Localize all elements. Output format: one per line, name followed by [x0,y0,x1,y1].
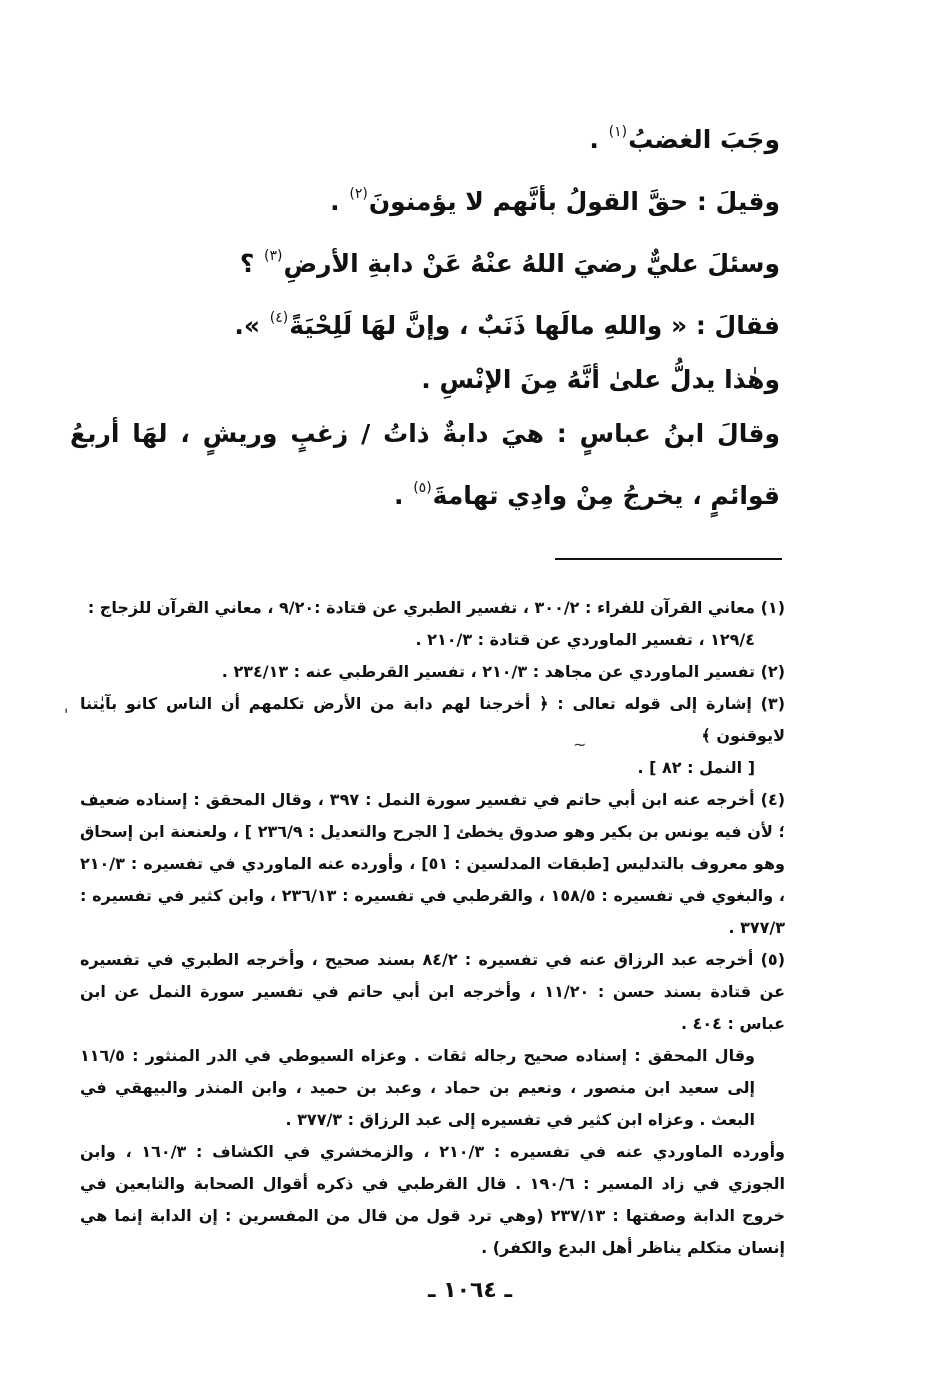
main-line-1: وجَبَ الغضبُ$^{(١)}$ . [589,124,780,154]
footnote-3-line-1: (٣) إشارة إلى قوله تعالى : ﴿ أخرجنا لهم دابة من الأرض تكلمهم أن الناس كانو بآيٰتنا لايوقنون ﴾ [80,694,785,745]
stray-mark-1: ' [64,705,69,724]
main-line-4: فقالَ : « واللهِ مالَها ذَنَبٌ ، وإنَّ لهَا لَلِحْيَةً$^{(٤)}$ ». [234,310,780,340]
footnote-1-line-2: ١٢٩/٤ ، تفسير الماوردي عن قتادة : ٢١٠/٣ . [415,630,755,649]
footnote-2-line-1: (٢) تفسير الماوردي عن مجاهد : ٢١٠/٣ ، تفسير القرطبي عنه : ٢٣٤/١٣ . [221,662,785,681]
main-line-2: وقيلَ : حقَّ القولُ بأنَّهم لا يؤمنونَ$^{(٢)}$ . [330,186,780,216]
footnote-1-line-1: (١) معاني القرآن للفراء : ٣٠٠/٢ ، تفسير الطبري عن قتادة :٩/٢٠ ، معاني القرآن للزجاج : [87,598,785,617]
footnote-5-para-2: وقال المحقق : إسناده صحيح رجاله ثقات . وعزاه السيوطي في الدر المنثور : ١١٦/٥ إلى سعيد ابن منصور ، ونعيم بن حماد ، وعبد بن حميد ، وابن المنذر والبيهقي في البعث . وعزاه ابن كثير في تفسيره إلى عبد الرزاق : ٣٧٧/٣ . [80,1046,755,1129]
footnote-2 [80,656,785,688]
footnote-3-line-2: [ النمل : ٨٢ ] . [637,758,755,777]
footnote-4 [80,784,785,944]
footnote-5 [80,944,785,1264]
footnote-4-text: (٤) أخرجه عنه ابن أبي حاتم في تفسير سورة النمل : ٣٩٧ ، وقال المحقق : إسناده ضعيف ؛ لأن فيه يونس بن بكير وهو صدوق يخطئ [ الجرح والتعديل : ٢٣٦/٩ ] ، ولعنعنة ابن إسحاق وهو معروف بالتدليس [طبقات المدلسين : ٥١] ، وأورده عنه الماوردي في تفسيره : ٢١٠/٣ ، والبغوي في تفسيره : ١٥٨/٥ ، والقرطبي في تفسيره : ٢٣٦/١٣ ، وابن كثير في تفسيره : ٣٧٧/٣ . [80,790,786,937]
footnote-ref-2[interactable]: (٢) [349,186,368,202]
footnotes [80,592,785,1264]
footnote-separator [555,558,782,560]
main-line-3: وسئلَ عليٌّ رضيَ اللهُ عنْهُ عَنْ دابةِ الأرضِ$^{(٣)}$ ؟ [239,248,780,278]
footnote-ref-4[interactable]: (٤) [269,310,289,326]
footnote-ref-1[interactable]: (١) [608,124,628,140]
main-text [70,105,780,523]
main-line-5: وهٰذا يدلُّ علىٰ أنَّهُ مِنَ الإنْسِ . [421,365,780,394]
footnote-1 [80,592,785,656]
page-number: ـ ١٠٦٤ ـ [427,1278,513,1303]
footnote-ref-3[interactable]: (٣) [264,248,283,264]
footnote-ref-5[interactable]: (٥) [413,480,432,496]
main-line-6: وقالَ ابنُ عباسٍ : هيَ دابةٌ ذاتُ / زغبٍ وريشٍ ، لهَا أربعُ قوائمٍ ، يخرجُ مِنْ وادِي تهامةَ$^{(٥)}$ . [70,419,780,510]
footnote-5-para-3: وأورده الماوردي عنه في تفسيره : ٢١٠/٣ ، والزمخشري في الكشاف : ١٦٠/٣ ، وابن الجوزي في زاد المسير : ١٩٠/٦ . قال القرطبي في ذكره أقوال الصحابة والتابعين في خروج الدابة وصفتها : ٢٣٧/١٣ (وهي ترد قول من قال من المفسرين : إن الدابة إنما هي إنسان متكلم يناظر أهل البدع والكفر) . [80,1142,786,1257]
footnote-3 [80,688,785,784]
stray-mark-2: ~ [573,735,587,754]
footnote-5-para-1: (٥) أخرجه عبد الرزاق عنه في تفسيره : ٨٤/٢ بسند صحيح ، وأخرجه الطبري في تفسيره عن قتادة بسند حسن : ١١/٢٠ ، وأخرجه ابن أبي حاتم في تفسير سورة النمل عن ابن عباس : ٤٠٤ . [80,950,785,1033]
